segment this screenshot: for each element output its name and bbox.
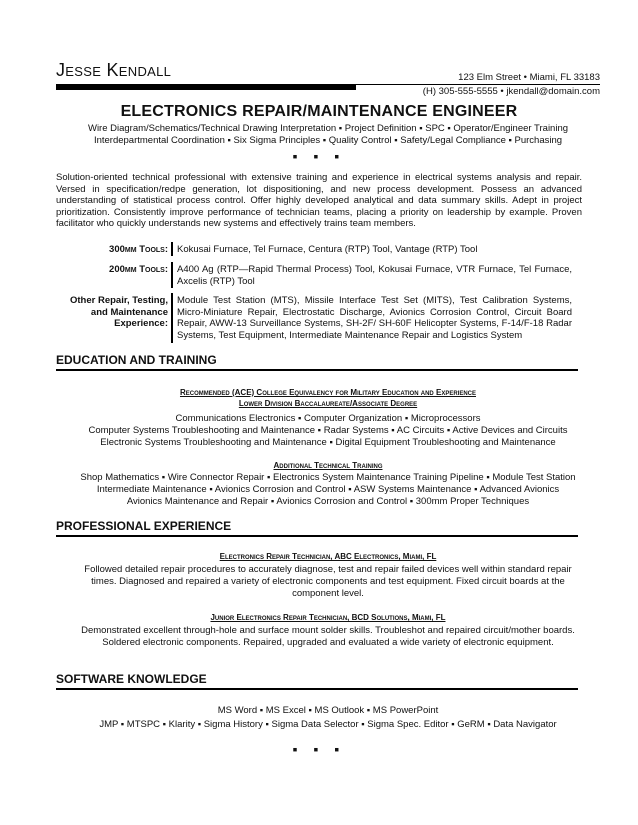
- tools-other-bar: [171, 293, 173, 343]
- divider-dots: ▪ ▪ ▪: [292, 148, 346, 164]
- education-course-line: Computer Systems Troubleshooting and Maintenance ▪ Radar Systems ▪ AC Circuits ▪ Active Devices and Circuits: [88, 425, 568, 436]
- candidate-name: Jesse Kendall: [56, 60, 172, 80]
- experience-heading: PROFESSIONAL EXPERIENCE: [56, 519, 232, 533]
- training-line: Intermediate Maintenance ▪ Avionics Corrosion and Control ▪ ASW Systems Maintenance ▪ Advanced Avionics: [96, 484, 560, 495]
- education-subheading-degree: Lower Division Baccalaureate/Associate Degree: [238, 399, 418, 408]
- job-2-description-line: Demonstrated excellent through-hole and surface mount solder skills. Troubleshot and repaired circuit/mother boards.: [81, 625, 575, 636]
- tools-other-value: Module Test Station (MTS), Missile Interface Test Set (MITS), Test Calibration Systems, Micro-Miniature Repair, Electrostatic Discharge, Avionics Corrosion Control, Circuit Board Repair, AWW-13 Surveillance Systems, SH-2F/ SH-60F Helicopter Systems, F-14/F-18 Radar Systems, Test Equipment, Intermediate Maintenance Repair and Logistics System: [177, 295, 572, 341]
- job-1-description-line: times. Diagnosed and repaired a variety of electronic components and test equipment. Fixed circuit boards at the: [91, 576, 565, 587]
- job-title-2: Junior Electronics Repair Technician, BCD Solutions, Miami, FL: [210, 613, 446, 622]
- software-rule: [56, 688, 578, 690]
- tools-other-label: Other Repair, Testing, and Maintenance Experience:: [69, 295, 168, 329]
- job-1-description-line: component level.: [292, 588, 364, 599]
- education-heading: EDUCATION AND TRAINING: [56, 353, 217, 367]
- tools-300mm-value: Kokusai Furnace, Tel Furnace, Centura (RTP) Tool, Vantage (RTP) Tool: [177, 244, 478, 255]
- tools-200mm-label: 200mm Tools:: [109, 264, 168, 275]
- tools-200mm-value: A400 Ag (RTP—Rapid Thermal Process) Tool, Kokusai Furnace, VTR Furnace, Tel Furnace, Axcelis (RTP) Tool: [177, 264, 572, 287]
- tools-200mm-bar: [171, 262, 173, 288]
- training-line: Shop Mathematics ▪ Wire Connector Repair ▪ Electronics System Maintenance Training Pipeline ▪ Module Test Station: [80, 472, 576, 483]
- resume-title: ELECTRONICS REPAIR/MAINTENANCE ENGINEER: [120, 103, 518, 120]
- footer-divider-dots: ▪ ▪ ▪: [292, 741, 346, 757]
- tools-300mm-bar: [171, 242, 173, 256]
- education-rule: [56, 369, 578, 371]
- job-2-description-line: Soldered electronic components. Repaired, upgraded and evaluated a wide variety of electronic equipment.: [102, 637, 554, 648]
- software-line-2: JMP ▪ MTSPC ▪ Klarity ▪ Sigma History ▪ Sigma Data Selector ▪ Sigma Spec. Editor ▪ GeRM ▪ Data Navigator: [99, 719, 557, 730]
- tools-300mm-label: 300mm Tools:: [109, 244, 168, 255]
- summary-paragraph: Solution-oriented technical professional with extensive training and experience in electrical systems analysis and repair. Versed in specification/redpe generation, lot dispositioning, and new process development. Possess an advanced understanding of statistical process control. Offer highly developed analytical and data summary skills. Adept in project prioritization. Consistently improve performance of technician teams, placing a priority on leadership by example. Proven facilitator who quickly understands new systems and effectively trains team members.: [56, 172, 582, 229]
- education-course-line: Electronic Systems Troubleshooting and Maintenance ▪ Digital Equipment Troubleshooting and Maintenance: [100, 437, 556, 448]
- contact-info: (H) 305-555-5555 • jkendall@domain.com: [422, 86, 600, 97]
- education-subheading-ace: Recommended (ACE) College Equivalency for Military Education and Experience: [179, 388, 476, 397]
- experience-rule: [56, 535, 578, 537]
- training-line: Avionics Maintenance and Repair ▪ Avionics Corrosion and Control ▪ 300mm Proper Techniques: [126, 496, 530, 507]
- education-course-line: Communications Electronics ▪ Computer Organization ▪ Microprocessors: [175, 413, 481, 424]
- software-line-1: MS Word ▪ MS Excel ▪ MS Outlook ▪ MS PowerPoint: [217, 705, 439, 716]
- job-1-description-line: Followed detailed repair procedures to accurately diagnose, test and repair failed devices well within standard repair: [84, 564, 572, 575]
- keywords-line-1: Wire Diagram/Schematics/Technical Drawing Interpretation ▪ Project Definition ▪ SPC ▪ Operator/Engineer Training: [87, 123, 569, 134]
- address: 123 Elm Street • Miami, FL 33183: [458, 72, 600, 83]
- education-subheading-additional: Additional Technical Training: [273, 461, 383, 470]
- software-heading: SOFTWARE KNOWLEDGE: [56, 672, 207, 686]
- job-title-1: Electronics Repair Technician, ABC Electronics, Miami, FL: [219, 552, 437, 561]
- header-thick-bar: [56, 85, 356, 90]
- keywords-line-2: Interdepartmental Coordination ▪ Six Sigma Principles ▪ Quality Control ▪ Safety/Legal Compliance ▪ Purchasing: [93, 135, 563, 146]
